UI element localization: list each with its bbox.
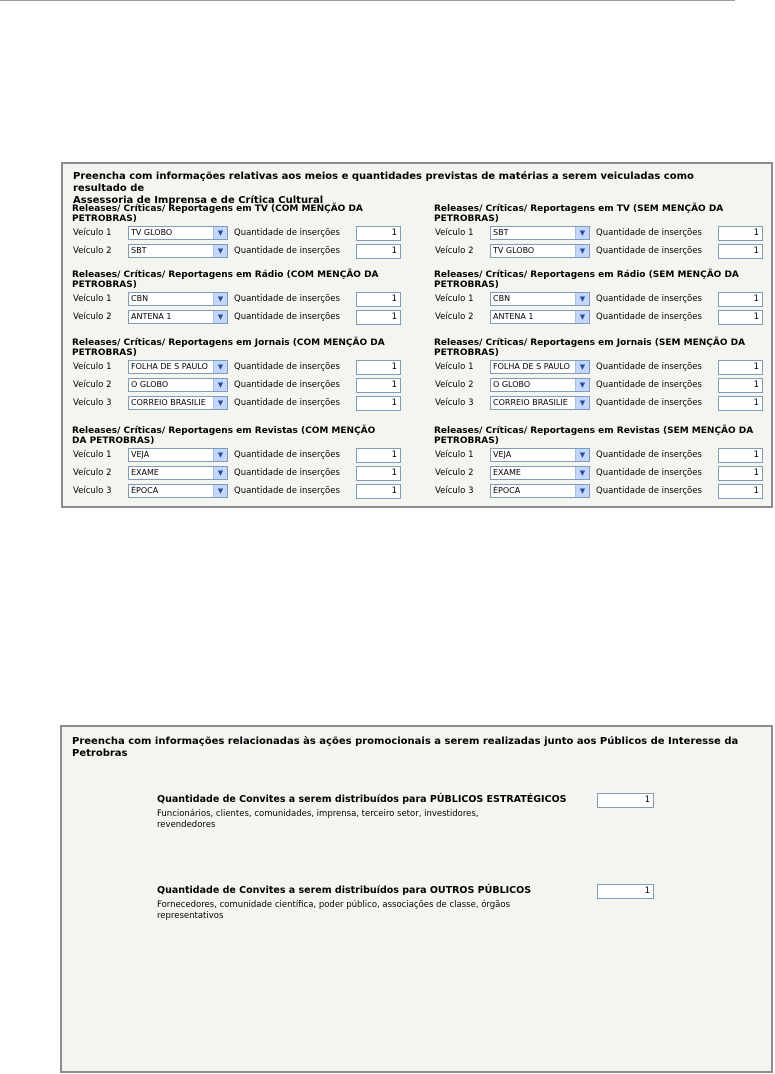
vehicle-label: Veículo 2 — [73, 468, 112, 478]
chevron-down-icon[interactable]: ▼ — [213, 485, 227, 497]
vehicle-row — [72, 482, 412, 500]
chevron-down-icon[interactable]: ▼ — [213, 449, 227, 461]
vehicle-row — [434, 482, 774, 500]
chevron-down-icon[interactable]: ▼ — [575, 293, 589, 305]
chevron-down-icon[interactable]: ▼ — [575, 379, 589, 391]
vehicle-row — [434, 464, 774, 482]
media-section — [72, 338, 412, 412]
vehicle-label: Veículo 2 — [73, 246, 112, 256]
vehicle-select[interactable] — [128, 466, 228, 480]
vehicle-select-value: CORREIO BRASILIE — [493, 398, 568, 407]
quantity-input[interactable]: 1 — [356, 396, 401, 411]
vehicle-label: Veículo 3 — [435, 398, 474, 408]
chevron-down-icon[interactable]: ▼ — [575, 467, 589, 479]
vehicle-row — [72, 446, 412, 464]
quantity-input[interactable]: 1 — [718, 292, 763, 307]
section-title: Releases/ Críticas/ Reportagens em TV (SEM MENÇÃO DA PETROBRAS) — [434, 204, 724, 224]
quantity-label: Quantidade de inserções — [234, 486, 340, 496]
quantity-label: Quantidade de inserções — [596, 486, 702, 496]
vehicle-select[interactable] — [128, 292, 228, 306]
quantity-label: Quantidade de inserções — [596, 312, 702, 322]
quantity-label: Quantidade de inserções — [234, 398, 340, 408]
promo-item-strategic — [157, 794, 627, 831]
quantity-label: Quantidade de inserções — [234, 450, 340, 460]
vehicle-select[interactable] — [490, 378, 590, 392]
vehicle-select-value: CORREIO BRASILIE — [131, 398, 206, 407]
media-section — [434, 270, 774, 326]
quantity-label: Quantidade de inserções — [596, 294, 702, 304]
vehicle-select[interactable] — [128, 360, 228, 374]
vehicle-row — [72, 394, 412, 412]
quantity-input[interactable]: 1 — [718, 226, 763, 241]
vehicle-select-value: CBN — [131, 294, 149, 303]
quantity-label: Quantidade de inserções — [596, 398, 702, 408]
quantity-label: Quantidade de inserções — [234, 380, 340, 390]
quantity-input[interactable]: 1 — [356, 466, 401, 481]
promo-title-strategic: Quantidade de Convites a serem distribuídos para PÚBLICOS ESTRATÉGICOS — [157, 794, 567, 805]
media-section — [72, 204, 412, 260]
chevron-down-icon[interactable]: ▼ — [575, 485, 589, 497]
vehicle-select[interactable] — [128, 448, 228, 462]
vehicle-select-value: FOLHA DE S PAULO — [493, 362, 570, 371]
vehicle-select[interactable] — [490, 360, 590, 374]
vehicle-select[interactable] — [490, 448, 590, 462]
vehicle-select-value: FOLHA DE S PAULO — [131, 362, 208, 371]
vehicle-label: Veículo 1 — [435, 450, 474, 460]
vehicle-row — [72, 464, 412, 482]
quantity-label: Quantidade de inserções — [234, 228, 340, 238]
chevron-down-icon[interactable]: ▼ — [575, 245, 589, 257]
quantity-input[interactable]: 1 — [356, 310, 401, 325]
vehicle-label: Veículo 1 — [73, 450, 112, 460]
media-section — [434, 338, 774, 412]
chevron-down-icon[interactable]: ▼ — [575, 361, 589, 373]
vehicle-label: Veículo 3 — [73, 486, 112, 496]
quantity-label: Quantidade de inserções — [596, 362, 702, 372]
promo-desc-others: Fornecedores, comunidade científica, poder público, associações de classe, órgãos representativos — [157, 900, 511, 921]
quantity-label: Quantidade de inserções — [234, 312, 340, 322]
chevron-down-icon[interactable]: ▼ — [575, 397, 589, 409]
vehicle-label: Veículo 2 — [435, 380, 474, 390]
vehicle-row — [434, 446, 774, 464]
quantity-input[interactable]: 1 — [718, 484, 763, 499]
vehicle-select[interactable] — [490, 466, 590, 480]
panel1-intro — [73, 171, 713, 207]
chevron-down-icon[interactable]: ▼ — [213, 361, 227, 373]
chevron-down-icon[interactable]: ▼ — [213, 245, 227, 257]
section-title: Releases/ Críticas/ Reportagens em Rádio (COM MENÇÃO DA PETROBRAS) — [72, 270, 379, 290]
media-section — [434, 426, 774, 500]
vehicle-select-value: O GLOBO — [493, 380, 531, 389]
vehicle-select-value: CBN — [493, 294, 511, 303]
vehicle-row — [72, 358, 412, 376]
vehicle-select[interactable] — [490, 226, 590, 240]
vehicle-label: Veículo 1 — [73, 294, 112, 304]
vehicle-label: Veículo 1 — [73, 362, 112, 372]
quantity-label: Quantidade de inserções — [596, 246, 702, 256]
promo-actions-panel — [60, 725, 773, 1073]
vehicle-select-value: ÉPOCA — [131, 486, 159, 495]
vehicle-row — [434, 308, 774, 326]
vehicle-select-value: SBT — [493, 228, 509, 237]
section-title: Releases/ Críticas/ Reportagens em Rádio (SEM MENÇÃO DA PETROBRAS) — [434, 270, 739, 290]
vehicle-row — [72, 224, 412, 242]
panel1-intro-line2: Assessoria de Imprensa e de Crítica Cultural — [73, 195, 324, 206]
vehicle-row — [434, 224, 774, 242]
vehicle-select-value: VEJA — [131, 450, 150, 459]
vehicle-label: Veículo 3 — [73, 398, 112, 408]
panel1-intro-line1: Preencha com informações relativas aos meios e quantidades previstas de matérias a serem veiculadas como resultado de — [73, 171, 694, 194]
vehicle-row — [434, 290, 774, 308]
vehicle-select-value: ANTENA 1 — [493, 312, 534, 321]
vehicle-row — [434, 358, 774, 376]
chevron-down-icon[interactable]: ▼ — [213, 467, 227, 479]
vehicle-row — [72, 242, 412, 260]
chevron-down-icon[interactable]: ▼ — [575, 449, 589, 461]
vehicle-select-value: ÉPOCA — [493, 486, 521, 495]
quantity-input[interactable]: 1 — [718, 466, 763, 481]
quantity-input[interactable]: 1 — [356, 484, 401, 499]
media-section — [72, 426, 412, 500]
media-insertions-panel — [61, 162, 773, 508]
vehicle-row — [434, 394, 774, 412]
vehicle-select[interactable] — [128, 484, 228, 498]
promo-title-others: Quantidade de Convites a serem distribuídos para OUTROS PÚBLICOS — [157, 885, 532, 896]
vehicle-row — [434, 242, 774, 260]
section-title: Releases/ Críticas/ Reportagens em TV (COM MENÇÃO DA PETROBRAS) — [72, 204, 363, 224]
vehicle-select-value: TV GLOBO — [493, 246, 535, 255]
media-section — [434, 204, 774, 260]
vehicle-select-value: EXAME — [131, 468, 159, 477]
vehicle-select-value: ANTENA 1 — [131, 312, 172, 321]
vehicle-select-value: VEJA — [493, 450, 512, 459]
vehicle-select-value: O GLOBO — [131, 380, 169, 389]
chevron-down-icon[interactable]: ▼ — [213, 397, 227, 409]
promo-desc-strategic: Funcionários, clientes, comunidades, imprensa, terceiro setor, investidores, revendedores — [157, 809, 479, 830]
vehicle-select-value: SBT — [131, 246, 147, 255]
vehicle-label: Veículo 2 — [435, 468, 474, 478]
quantity-label: Quantidade de inserções — [596, 468, 702, 478]
section-title: Releases/ Críticas/ Reportagens em Revistas (SEM MENÇÃO DA PETROBRAS) — [434, 426, 754, 446]
vehicle-label: Veículo 2 — [73, 312, 112, 322]
vehicle-row — [72, 308, 412, 326]
strategic-invites-input[interactable]: 1 — [597, 793, 654, 808]
quantity-input[interactable]: 1 — [356, 226, 401, 241]
quantity-input[interactable]: 1 — [718, 360, 763, 375]
vehicle-label: Veículo 3 — [435, 486, 474, 496]
vehicle-select[interactable] — [128, 244, 228, 258]
quantity-input[interactable]: 1 — [718, 448, 763, 463]
quantity-label: Quantidade de inserções — [234, 294, 340, 304]
quantity-input[interactable]: 1 — [718, 310, 763, 325]
vehicle-select[interactable] — [490, 396, 590, 410]
vehicle-select[interactable] — [128, 226, 228, 240]
quantity-label: Quantidade de inserções — [596, 450, 702, 460]
vehicle-select-value: TV GLOBO — [131, 228, 173, 237]
vehicle-select[interactable] — [128, 396, 228, 410]
chevron-down-icon[interactable]: ▼ — [213, 379, 227, 391]
section-title: Releases/ Críticas/ Reportagens em Jornais (SEM MENÇÃO DA PETROBRAS) — [434, 338, 746, 358]
vehicle-select[interactable] — [490, 244, 590, 258]
vehicle-select[interactable] — [490, 310, 590, 324]
quantity-label: Quantidade de inserções — [234, 468, 340, 478]
panel2-intro: Preencha com informações relacionadas às ações promocionais a serem realizadas junto aos Públicos de Interesse da Petrobras — [72, 736, 739, 759]
vehicle-label: Veículo 2 — [435, 312, 474, 322]
vehicle-label: Veículo 2 — [435, 246, 474, 256]
quantity-input[interactable]: 1 — [356, 360, 401, 375]
quantity-label: Quantidade de inserções — [234, 246, 340, 256]
vehicle-select[interactable] — [490, 292, 590, 306]
section-title: Releases/ Críticas/ Reportagens em Revistas (COM MENÇÃO DA PETROBRAS) — [72, 426, 376, 446]
section-title: Releases/ Críticas/ Reportagens em Jornais (COM MENÇÃO DA PETROBRAS) — [72, 338, 385, 358]
quantity-label: Quantidade de inserções — [596, 228, 702, 238]
vehicle-row — [72, 376, 412, 394]
quantity-label: Quantidade de inserções — [596, 380, 702, 390]
vehicle-row — [72, 290, 412, 308]
vehicle-select[interactable] — [490, 484, 590, 498]
quantity-input[interactable]: 1 — [718, 244, 763, 259]
others-invites-input[interactable]: 1 — [597, 884, 654, 899]
vehicle-label: Veículo 2 — [73, 380, 112, 390]
vehicle-select[interactable] — [128, 310, 228, 324]
vehicle-label: Veículo 1 — [435, 294, 474, 304]
promo-item-others — [157, 885, 627, 922]
vehicle-label: Veículo 1 — [435, 228, 474, 238]
vehicle-select-value: EXAME — [493, 468, 521, 477]
quantity-input[interactable]: 1 — [356, 448, 401, 463]
vehicle-select[interactable] — [128, 378, 228, 392]
vehicle-label: Veículo 1 — [435, 362, 474, 372]
chevron-down-icon[interactable]: ▼ — [213, 293, 227, 305]
chevron-down-icon[interactable]: ▼ — [213, 227, 227, 239]
quantity-input[interactable]: 1 — [718, 378, 763, 393]
vehicle-row — [434, 376, 774, 394]
chevron-down-icon[interactable]: ▼ — [213, 311, 227, 323]
quantity-input[interactable]: 1 — [356, 378, 401, 393]
page-top-rule — [0, 0, 735, 1]
quantity-input[interactable]: 1 — [718, 396, 763, 411]
chevron-down-icon[interactable]: ▼ — [575, 311, 589, 323]
quantity-label: Quantidade de inserções — [234, 362, 340, 372]
chevron-down-icon[interactable]: ▼ — [575, 227, 589, 239]
media-section — [72, 270, 412, 326]
quantity-input[interactable]: 1 — [356, 292, 401, 307]
quantity-input[interactable]: 1 — [356, 244, 401, 259]
vehicle-label: Veículo 1 — [73, 228, 112, 238]
